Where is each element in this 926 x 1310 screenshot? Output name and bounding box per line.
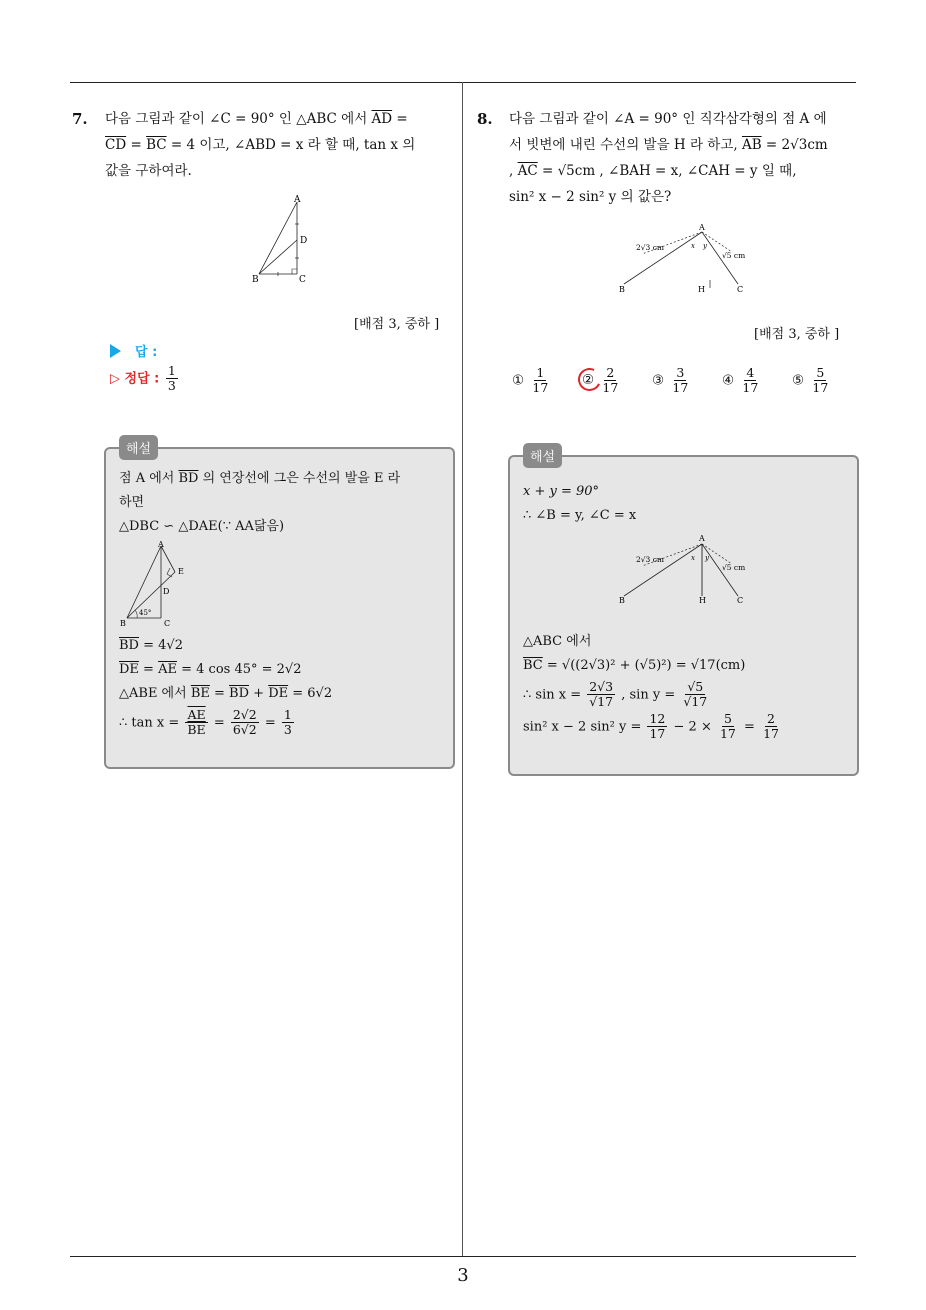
question-8-figure	[614, 218, 754, 296]
svg-text:45°: 45°	[139, 609, 152, 617]
svg-text:y: y	[705, 554, 709, 562]
svg-text:y: y	[703, 242, 707, 250]
fig7-label-d: D	[300, 236, 308, 246]
svg-text:A: A	[699, 223, 705, 232]
question-7-text: 다음 그림과 같이 ∠C = 90° 인 △ABC 에서 $\overline{AD}$ = $\overline{CD} = \overline{BC} = 4$ 이고, ∠ABD = x 라 할 때, tan x 의 값을 구하여라.	[105, 111, 416, 179]
svg-text:A: A	[158, 540, 164, 549]
explanation-8-text: x + y = 90° ∴ ∠B = y, ∠C = x	[523, 484, 637, 523]
fig7-label-b: B	[252, 275, 259, 285]
choice-1[interactable]: ① $\frac{1}{17}$	[512, 365, 549, 396]
question-8-number: 8.	[477, 110, 493, 128]
choice-3[interactable]: ③ $\frac{3}{17}$	[652, 365, 689, 396]
explanation-tag-8: 해설	[523, 443, 562, 468]
svg-text:D: D	[163, 587, 170, 596]
svg-text:√5 cm: √5 cm	[722, 563, 746, 572]
answer-choices	[512, 366, 852, 406]
choice-5-mark: ⑤	[792, 372, 805, 389]
top-rule	[70, 82, 856, 83]
answer-field: 답 :	[110, 341, 157, 360]
svg-text:2√3 cm: 2√3 cm	[636, 243, 665, 252]
choice-2[interactable]: ② $\frac{2}{17}$	[582, 366, 622, 396]
svg-text:C: C	[164, 619, 171, 628]
svg-text:E: E	[178, 567, 184, 576]
explanation-7-text: 점 A 에서 $\overline{BD}$ 의 연장선에 그은 수선의 발을 E 라 하면 △DBC ∽ △DAE(∵ AA닮음)	[119, 471, 401, 534]
svg-text:√5 cm: √5 cm	[722, 251, 746, 260]
explanation-8-steps: △ABC 에서 $\overline{BC} = √((2√3)^2 + (√5)^2) = √17(cm)$ ∴ sin x = $\frac{2√3}{√17}$ , sin y = $\frac{√5}{√17}$ sin² x − 2 sin² y = $\frac{12}{17}$ − 2 × $\frac{5}{17}$ = $\frac{2}{17}$	[523, 634, 779, 742]
bottom-rule	[70, 1256, 856, 1257]
explanation-8-figure	[614, 530, 754, 608]
correct-answer-fraction: $\frac{1}{3}$	[167, 363, 176, 394]
choice-4-mark: ④	[722, 372, 735, 389]
choice-5[interactable]: ⑤ $\frac{5}{17}$	[792, 365, 829, 396]
correct-answer: ▷ 정답 : $\frac{1}{3}$	[110, 363, 176, 394]
explanation-tag-7: 해설	[119, 435, 158, 460]
question-7-number: 7.	[72, 110, 88, 128]
choice-1-mark: ①	[512, 372, 525, 389]
fig7-label-c: C	[299, 275, 306, 285]
question-8-score: [배점 3, 중하 ]	[754, 327, 840, 342]
triangle-outline-icon: ▷	[110, 371, 125, 387]
svg-text:A: A	[699, 534, 705, 543]
choice-3-mark: ③	[652, 372, 665, 389]
svg-text:B: B	[619, 596, 625, 605]
svg-text:C: C	[737, 596, 744, 605]
svg-text:B: B	[120, 619, 126, 628]
explanation-7-steps: $\overline{BD} = 4√2$ $\overline{DE} = \overline{AE} = 4$ cos 45° = 2√2 △ABE 에서 $\overline{BE} = \overline{BD} + \overline{DE} = 6√2$ ∴ tan x = $\frac{\overline{AE}}{BE}$ = $\frac{2√2}{6√2}$ = $\frac{1}{3}$	[119, 638, 333, 738]
column-divider	[462, 82, 463, 1257]
svg-text:x: x	[691, 242, 695, 250]
question-7-score: [배점 3, 중하 ]	[354, 317, 440, 332]
svg-text:H: H	[698, 285, 705, 294]
svg-text:2√3 cm: 2√3 cm	[636, 555, 665, 564]
svg-text:H: H	[699, 596, 706, 605]
question-8-text: 다음 그림과 같이 ∠A = 90° 인 직각삼각형의 점 A 에 서 빗변에 내린 수선의 발을 H 라 하고, $\overline{AB} = 2√3cm$ , $\overline{AC} = √5cm$ , ∠BAH = x, ∠CAH = y 일 때, sin² x − 2 sin² y 의 값은?	[509, 111, 828, 205]
svg-text:x: x	[691, 554, 695, 562]
svg-text:B: B	[619, 285, 625, 294]
choice-4[interactable]: ④ $\frac{4}{17}$	[722, 365, 759, 396]
selected-choice-mark: ②	[582, 372, 594, 388]
fig7-label-a: A	[294, 195, 301, 205]
question-7-figure	[245, 192, 315, 287]
play-icon	[110, 344, 121, 358]
svg-text:C: C	[737, 285, 744, 294]
page-number: 3	[457, 1265, 469, 1286]
explanation-7-figure	[115, 540, 195, 630]
